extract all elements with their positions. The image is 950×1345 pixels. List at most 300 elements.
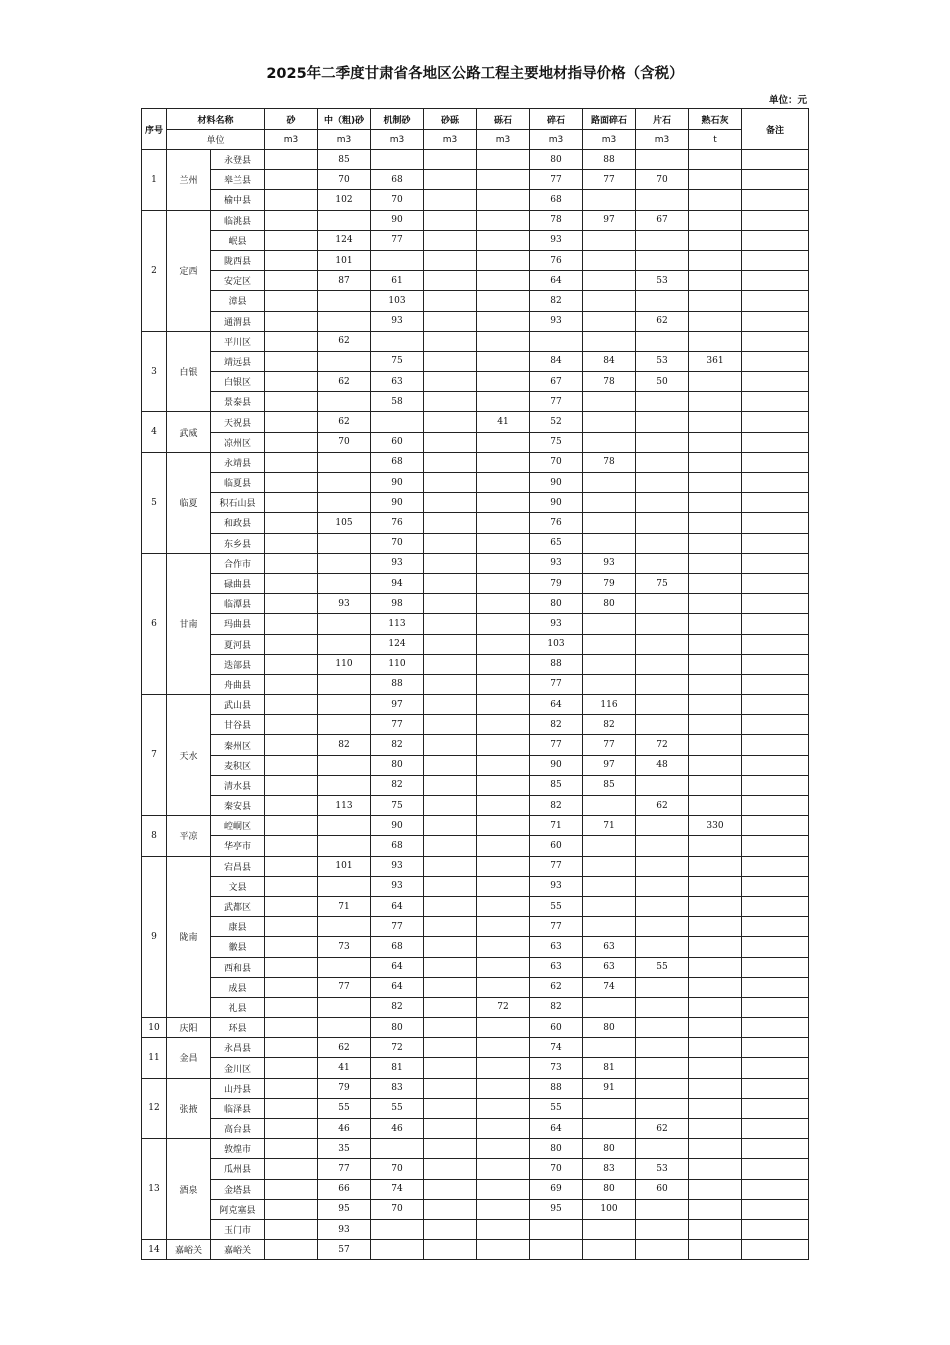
price-cell — [689, 654, 742, 674]
price-cell: 93 — [530, 876, 583, 896]
price-cell: 80 — [583, 1179, 636, 1199]
table-row — [142, 796, 809, 816]
price-cell — [424, 432, 477, 452]
price-cell: 97 — [371, 695, 424, 715]
price-cell: 80 — [583, 1018, 636, 1038]
price-cell — [689, 493, 742, 513]
price-cell — [689, 250, 742, 270]
price-cell — [265, 917, 318, 937]
price-cell: 78 — [530, 210, 583, 230]
price-cell — [689, 473, 742, 493]
price-cell — [477, 1240, 530, 1260]
remark-cell — [742, 1078, 809, 1098]
price-cell — [424, 1240, 477, 1260]
price-cell — [371, 1219, 424, 1239]
price-cell — [477, 896, 530, 916]
price-cell: 79 — [530, 573, 583, 593]
price-cell: 124 — [371, 634, 424, 654]
remark-cell — [742, 1058, 809, 1078]
price-cell — [265, 674, 318, 694]
price-cell — [318, 674, 371, 694]
price-cell — [477, 372, 530, 392]
price-cell — [265, 372, 318, 392]
price-cell — [477, 190, 530, 210]
price-cell — [265, 311, 318, 331]
price-cell — [265, 1119, 318, 1139]
price-cell: 55 — [636, 957, 689, 977]
price-cell — [424, 654, 477, 674]
remark-cell — [742, 150, 809, 170]
county-name: 敦煌市 — [211, 1139, 265, 1159]
price-cell: 80 — [371, 755, 424, 775]
remark-cell — [742, 957, 809, 977]
price-cell — [477, 210, 530, 230]
region-number: 4 — [142, 412, 167, 452]
price-cell — [318, 533, 371, 553]
price-cell — [424, 876, 477, 896]
price-cell — [477, 755, 530, 775]
region-number: 3 — [142, 331, 167, 412]
county-name: 靖远县 — [211, 351, 265, 371]
price-cell: 82 — [371, 997, 424, 1017]
price-cell — [424, 533, 477, 553]
remark-cell — [742, 1038, 809, 1058]
price-cell: 110 — [371, 654, 424, 674]
price-cell: 70 — [371, 1159, 424, 1179]
price-cell: 110 — [318, 654, 371, 674]
price-cell — [477, 230, 530, 250]
price-cell — [636, 1018, 689, 1038]
price-cell: 103 — [371, 291, 424, 311]
price-cell: 46 — [318, 1119, 371, 1139]
price-cell — [689, 150, 742, 170]
price-cell: 79 — [583, 573, 636, 593]
table-row — [142, 775, 809, 795]
region-name: 甘南 — [167, 553, 211, 694]
remark-cell — [742, 573, 809, 593]
price-cell — [636, 654, 689, 674]
price-cell — [689, 1139, 742, 1159]
remark-cell — [742, 654, 809, 674]
price-cell — [477, 816, 530, 836]
table-row — [142, 573, 809, 593]
price-cell — [583, 917, 636, 937]
table-row — [142, 150, 809, 170]
unit-cell: m3 — [636, 130, 689, 150]
price-cell: 94 — [371, 573, 424, 593]
remark-cell — [742, 533, 809, 553]
price-cell — [689, 452, 742, 472]
region-number: 9 — [142, 856, 167, 1018]
county-name: 白银区 — [211, 372, 265, 392]
price-cell: 68 — [371, 937, 424, 957]
table-row — [142, 351, 809, 371]
price-cell: 82 — [371, 775, 424, 795]
price-cell — [636, 250, 689, 270]
column-header: 熟石灰 — [689, 109, 742, 130]
county-name: 临泽县 — [211, 1098, 265, 1118]
county-name: 甘谷县 — [211, 715, 265, 735]
price-cell — [477, 634, 530, 654]
price-cell — [689, 170, 742, 190]
price-cell — [265, 452, 318, 472]
price-cell: 76 — [371, 513, 424, 533]
price-cell: 70 — [530, 452, 583, 472]
price-cell — [424, 271, 477, 291]
price-cell — [265, 553, 318, 573]
remark-cell — [742, 230, 809, 250]
price-cell — [689, 1240, 742, 1260]
price-cell — [318, 997, 371, 1017]
remark-cell — [742, 796, 809, 816]
price-cell: 62 — [530, 977, 583, 997]
price-cell: 101 — [318, 856, 371, 876]
price-cell — [477, 836, 530, 856]
price-cell — [477, 715, 530, 735]
price-cell — [265, 1098, 318, 1118]
price-cell — [636, 412, 689, 432]
price-cell: 82 — [530, 291, 583, 311]
table-row — [142, 170, 809, 190]
price-cell: 74 — [530, 1038, 583, 1058]
price-cell: 63 — [530, 957, 583, 977]
price-cell — [424, 452, 477, 472]
table-row — [142, 1199, 809, 1219]
price-cell: 63 — [530, 937, 583, 957]
remark-cell — [742, 493, 809, 513]
price-cell: 102 — [318, 190, 371, 210]
price-cell — [265, 190, 318, 210]
table-row — [142, 856, 809, 876]
price-cell: 93 — [371, 553, 424, 573]
price-cell: 55 — [318, 1098, 371, 1118]
price-cell — [636, 614, 689, 634]
price-cell: 80 — [530, 150, 583, 170]
table-row — [142, 291, 809, 311]
price-cell — [424, 1139, 477, 1159]
county-name: 华亭市 — [211, 836, 265, 856]
price-cell — [424, 311, 477, 331]
price-cell: 90 — [371, 493, 424, 513]
price-cell: 82 — [530, 997, 583, 1017]
table-row — [142, 210, 809, 230]
region-number: 1 — [142, 150, 167, 211]
price-cell — [477, 1219, 530, 1239]
price-cell: 63 — [583, 937, 636, 957]
price-cell — [583, 876, 636, 896]
price-cell — [689, 674, 742, 694]
price-cell — [265, 876, 318, 896]
price-cell: 90 — [530, 755, 583, 775]
price-cell — [424, 493, 477, 513]
price-cell: 46 — [371, 1119, 424, 1139]
price-cell — [424, 997, 477, 1017]
price-cell — [424, 291, 477, 311]
price-cell — [477, 1119, 530, 1139]
price-cell: 61 — [371, 271, 424, 291]
region-name: 张掖 — [167, 1078, 211, 1139]
price-cell — [477, 695, 530, 715]
county-name: 通渭县 — [211, 311, 265, 331]
price-cell: 82 — [318, 735, 371, 755]
price-cell: 68 — [371, 452, 424, 472]
price-cell — [477, 533, 530, 553]
price-cell — [318, 816, 371, 836]
price-cell — [689, 896, 742, 916]
price-cell: 95 — [318, 1199, 371, 1219]
price-cell: 93 — [318, 594, 371, 614]
price-cell — [371, 1240, 424, 1260]
price-cell: 88 — [530, 1078, 583, 1098]
price-cell — [689, 695, 742, 715]
region-name: 武威 — [167, 412, 211, 452]
price-cell — [265, 230, 318, 250]
price-cell — [636, 775, 689, 795]
price-cell: 85 — [318, 150, 371, 170]
price-cell — [318, 493, 371, 513]
price-cell: 82 — [530, 796, 583, 816]
price-cell — [689, 210, 742, 230]
county-name: 文县 — [211, 876, 265, 896]
price-cell — [318, 876, 371, 896]
table-row — [142, 1038, 809, 1058]
unit-cell: t — [689, 130, 742, 150]
table-row — [142, 755, 809, 775]
table-row — [142, 311, 809, 331]
price-cell: 72 — [477, 997, 530, 1017]
price-cell — [636, 977, 689, 997]
price-cell — [689, 614, 742, 634]
price-cell — [265, 150, 318, 170]
price-cell — [424, 230, 477, 250]
price-cell — [689, 977, 742, 997]
price-cell — [583, 674, 636, 694]
column-header: 片石 — [636, 109, 689, 130]
county-name: 皋兰县 — [211, 170, 265, 190]
price-cell — [424, 1098, 477, 1118]
price-cell: 70 — [530, 1159, 583, 1179]
price-cell: 57 — [318, 1240, 371, 1260]
price-cell — [636, 513, 689, 533]
price-cell: 88 — [371, 674, 424, 694]
price-cell: 53 — [636, 351, 689, 371]
price-cell: 41 — [477, 412, 530, 432]
price-cell — [424, 150, 477, 170]
table-row — [142, 836, 809, 856]
price-cell: 97 — [583, 755, 636, 775]
price-cell — [636, 331, 689, 351]
price-cell — [371, 1139, 424, 1159]
price-cell: 65 — [530, 533, 583, 553]
price-cell — [689, 1098, 742, 1118]
price-cell: 97 — [583, 210, 636, 230]
price-cell — [424, 856, 477, 876]
remark-cell — [742, 412, 809, 432]
county-name: 清水县 — [211, 775, 265, 795]
county-name: 武山县 — [211, 695, 265, 715]
price-cell — [318, 473, 371, 493]
remark-cell — [742, 634, 809, 654]
price-cell: 76 — [530, 513, 583, 533]
county-name: 平川区 — [211, 331, 265, 351]
county-name: 榆中县 — [211, 190, 265, 210]
price-cell: 84 — [583, 351, 636, 371]
price-cell — [689, 796, 742, 816]
county-name: 礼县 — [211, 997, 265, 1017]
table-row — [142, 654, 809, 674]
price-cell: 75 — [371, 796, 424, 816]
price-cell: 77 — [583, 170, 636, 190]
price-cell — [265, 937, 318, 957]
table-row — [142, 412, 809, 432]
unit-cell: m3 — [477, 130, 530, 150]
price-cell — [583, 1119, 636, 1139]
county-name: 秦州区 — [211, 735, 265, 755]
price-cell: 60 — [530, 1018, 583, 1038]
price-cell — [689, 311, 742, 331]
price-cell — [424, 1159, 477, 1179]
price-cell: 64 — [530, 1119, 583, 1139]
price-cell — [424, 473, 477, 493]
price-cell: 90 — [530, 473, 583, 493]
price-cell: 67 — [530, 372, 583, 392]
remark-cell — [742, 755, 809, 775]
price-cell — [424, 573, 477, 593]
price-cell: 95 — [530, 1199, 583, 1219]
price-cell — [318, 695, 371, 715]
price-cell — [265, 654, 318, 674]
price-cell — [265, 412, 318, 432]
price-cell — [477, 291, 530, 311]
price-cell — [583, 412, 636, 432]
price-cell — [265, 351, 318, 371]
price-cell: 100 — [583, 1199, 636, 1219]
county-name: 合作市 — [211, 553, 265, 573]
price-cell: 361 — [689, 351, 742, 371]
price-cell — [265, 210, 318, 230]
price-cell — [583, 836, 636, 856]
price-cell — [265, 1038, 318, 1058]
price-cell: 77 — [530, 735, 583, 755]
price-cell — [636, 876, 689, 896]
price-cell — [477, 1179, 530, 1199]
region-number: 2 — [142, 210, 167, 331]
table-row — [142, 715, 809, 735]
price-cell: 64 — [371, 977, 424, 997]
county-name: 高台县 — [211, 1119, 265, 1139]
county-name: 临洮县 — [211, 210, 265, 230]
price-cell: 82 — [530, 715, 583, 735]
price-cell — [265, 271, 318, 291]
price-cell: 93 — [371, 311, 424, 331]
price-cell — [265, 513, 318, 533]
price-cell — [583, 1219, 636, 1239]
price-cell — [477, 1078, 530, 1098]
remark-cell — [742, 473, 809, 493]
price-cell — [689, 856, 742, 876]
price-cell — [318, 210, 371, 230]
price-cell: 93 — [371, 856, 424, 876]
county-name: 麦积区 — [211, 755, 265, 775]
region-name: 白银 — [167, 331, 211, 412]
price-cell — [265, 836, 318, 856]
county-name: 嘉峪关 — [211, 1240, 265, 1260]
county-name: 舟曲县 — [211, 674, 265, 694]
price-cell — [477, 331, 530, 351]
price-cell: 50 — [636, 372, 689, 392]
price-cell — [477, 1139, 530, 1159]
price-cell: 80 — [583, 594, 636, 614]
county-name: 东乡县 — [211, 533, 265, 553]
remark-cell — [742, 1199, 809, 1219]
price-cell: 93 — [530, 311, 583, 331]
price-cell — [636, 493, 689, 513]
remark-cell — [742, 372, 809, 392]
price-cell: 62 — [636, 311, 689, 331]
price-cell — [318, 573, 371, 593]
price-cell — [689, 957, 742, 977]
price-cell: 91 — [583, 1078, 636, 1098]
price-cell — [689, 513, 742, 533]
table-row — [142, 816, 809, 836]
county-name: 安定区 — [211, 271, 265, 291]
price-cell — [636, 432, 689, 452]
price-cell — [477, 614, 530, 634]
price-cell: 62 — [318, 1038, 371, 1058]
county-name: 积石山县 — [211, 493, 265, 513]
price-cell — [636, 230, 689, 250]
region-name: 兰州 — [167, 150, 211, 211]
price-cell — [265, 533, 318, 553]
price-cell: 93 — [530, 230, 583, 250]
price-cell — [318, 957, 371, 977]
price-cell: 75 — [371, 351, 424, 371]
price-cell: 62 — [318, 372, 371, 392]
county-name: 永靖县 — [211, 452, 265, 472]
price-cell — [265, 977, 318, 997]
price-cell — [424, 917, 477, 937]
region-name: 金昌 — [167, 1038, 211, 1078]
price-cell — [265, 1219, 318, 1239]
table-row — [142, 614, 809, 634]
county-name: 漳县 — [211, 291, 265, 311]
price-cell: 63 — [583, 957, 636, 977]
table-row — [142, 1139, 809, 1159]
price-cell — [477, 1058, 530, 1078]
price-cell — [636, 150, 689, 170]
price-cell — [424, 695, 477, 715]
price-cell — [689, 594, 742, 614]
table-row — [142, 1119, 809, 1139]
unit-cell: m3 — [371, 130, 424, 150]
price-cell — [265, 896, 318, 916]
price-cell — [424, 735, 477, 755]
price-cell — [424, 372, 477, 392]
price-cell — [424, 957, 477, 977]
price-cell — [477, 1159, 530, 1179]
remark-cell — [742, 775, 809, 795]
price-cell — [318, 614, 371, 634]
price-cell — [583, 392, 636, 412]
table-row — [142, 250, 809, 270]
table-row — [142, 533, 809, 553]
unit-cell: m3 — [318, 130, 371, 150]
price-cell: 70 — [636, 170, 689, 190]
price-cell: 330 — [689, 816, 742, 836]
price-cell — [636, 634, 689, 654]
remark-cell — [742, 917, 809, 937]
price-cell — [689, 755, 742, 775]
